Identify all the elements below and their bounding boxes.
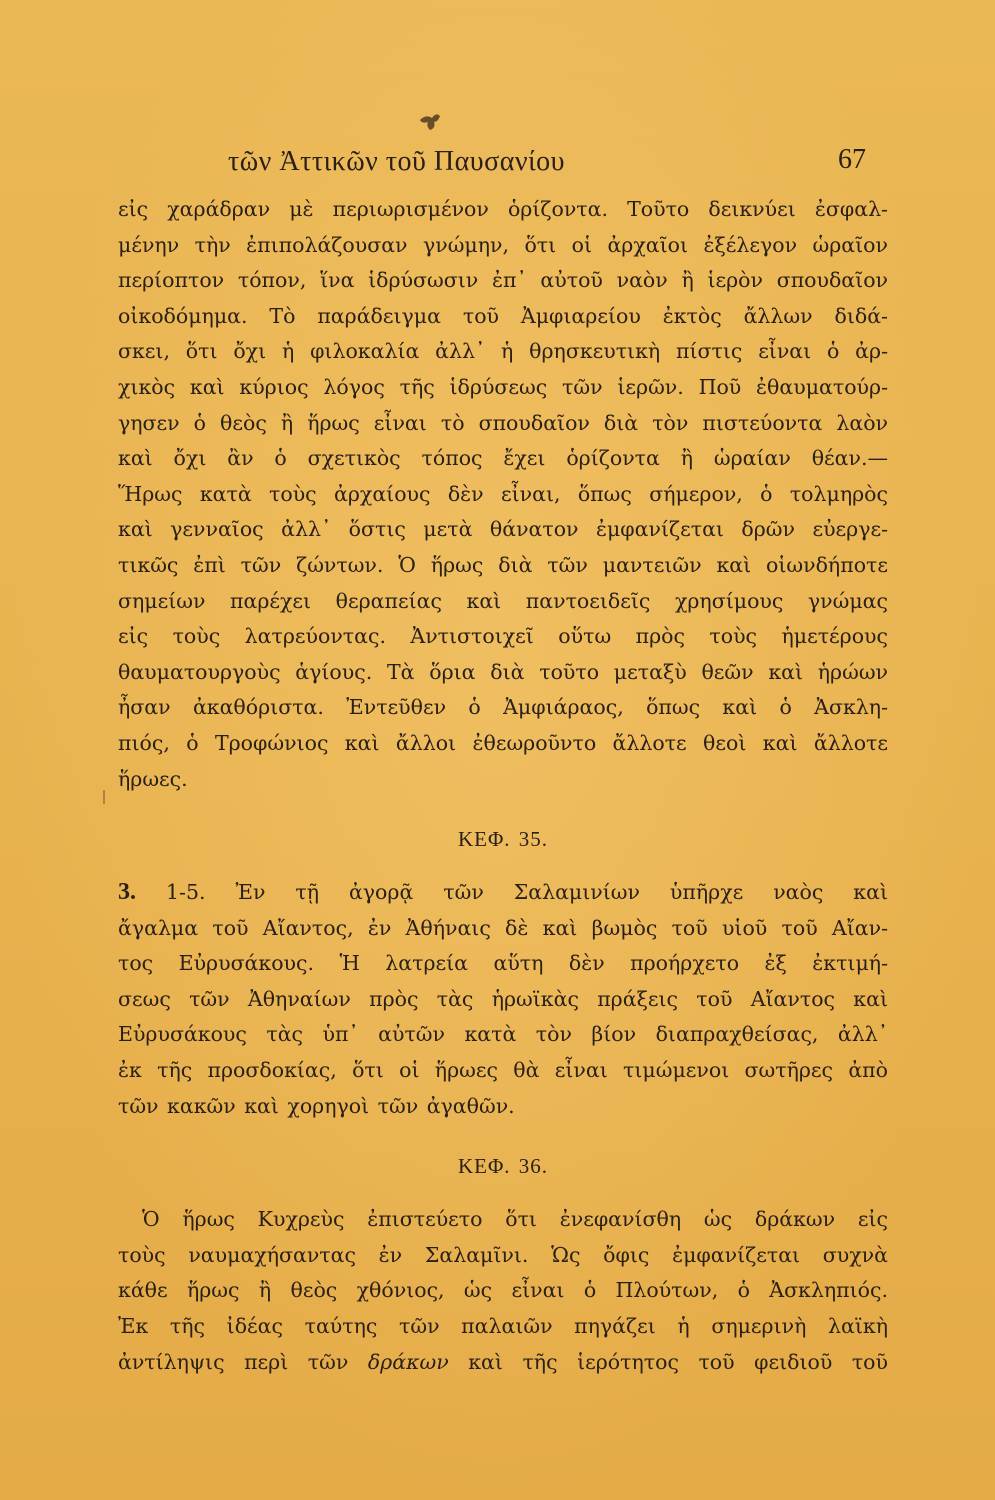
text-line: εἰς χαράδραν μὲ περιωρισμένον ὁρίζοντα. Τοῦτο δεικνύει ἐσφαλ- [118,197,888,221]
text-line: κάθε ἥρως ἢ θεὸς χθόνιος, ὡς εἶναι ὁ Πλούτων, ὁ Ἀσκληπιός. [118,1278,888,1303]
text-line: σκει, ὅτι ὄχι ἡ φιλοκαλία ἀλλ᾽ ἡ θρησκευτικὴ πίστις εἶναι ὁ ἀρ- [118,339,888,364]
text-line: πιός, ὁ Τροφώνιος καὶ ἄλλοι ἐθεωροῦντο ἄλλοτε θεοὶ καὶ ἄλλοτε [118,730,888,755]
text-line: Ἥρως κατὰ τοὺς ἀρχαίους δὲν εἶναι, ὅπως σήμερον, ὁ τολμηρὸς [118,481,888,506]
paragraph-2 [118,875,888,1124]
text-line: σεως τῶν Ἀθηναίων πρὸς τὰς ἡρωϊκὰς πράξεις τοῦ Αἴαντος καὶ [118,986,888,1011]
section-number: 3. [118,879,136,906]
text-line: καὶ γενναῖος ἀλλ᾽ ὅστις μετὰ θάνατον ἐμφανίζεται δρῶν εὐεργε- [118,517,888,542]
text-line: τικῶς ἐπὶ τῶν ζώντων. Ὁ ἥρως διὰ τῶν μαντειῶν καὶ οἱωνδήποτε [118,552,888,577]
text-line: ἐκ τῆς προσδοκίας, ὅτι οἱ ἥρωες θὰ εἶναι τιμώμενοι σωτῆρες ἀπὸ [118,1058,888,1083]
text-segment: ἀντίληψις περὶ τῶν [118,1349,368,1374]
text-line: Ἐκ τῆς ἰδέας ταύτης τῶν παλαιῶν πηγάζει ἡ σημερινὴ λαϊκὴ [118,1314,888,1339]
text-line: Ὁ ἥρως Κυχρεὺς ἐπιστεύετο ὅτι ἐνεφανίσθη ὡς δράκων εἰς [142,1207,888,1232]
text-line: τῶν κακῶν καὶ χορηγοὶ τῶν ἀγαθῶν. [118,1093,515,1118]
text-line: θαυματουργοὺς ἁγίους. Τὰ ὅρια διὰ τοῦτο μεταξὺ θεῶν καὶ ἡρώων [118,659,888,684]
text-line: καὶ ὄχι ἂν ὁ σχετικὸς τόπος ἔχει ὁρίζοντα ἢ ὡραίαν θέαν.— [118,446,888,471]
text-line: τοὺς ναυμαχήσαντας ἐν Σαλαμῖνι. Ὡς ὄφις ἐμφανίζεται συχνὰ [118,1242,888,1267]
text-line: οἰκοδόμημα. Τὸ παράδειγμα τοῦ Ἀμφιαρείου ἐκτὸς ἄλλων διδά- [118,303,888,328]
text-line: σημείων παρέχει θεραπείας καὶ παντοειδεῖς χρησίμους γνώμας [118,588,888,613]
paragraph-1 [118,192,888,797]
text-line: χικὸς καὶ κύριος λόγος τῆς ἱδρύσεως τῶν ἱερῶν. Ποῦ ἐθαυματούρ- [118,374,888,399]
paragraph-3 [118,1202,888,1380]
text-line-mixed [118,1345,888,1381]
text-line-lead [118,875,888,911]
text-line: Εὐρυσάκους τὰς ὑπ᾽ αὐτῶν κατὰ τὸν βίον διαπραχθείσας, ἀλλ᾽ [118,1022,888,1047]
text-line: 1-5. Ἐν τῇ ἀγορᾷ τῶν Σαλαμινίων ὑπῆρχε ναὸς καὶ [165,880,888,905]
page-header [0,140,995,180]
chapter-heading-35: ΚΕΦ. 35. [457,827,549,852]
margin-mark [103,790,105,804]
text-line: ἦσαν ἀκαθόριστα. Ἐντεῦθεν ὁ Ἀμφιάραος, ὅπως καὶ ὁ Ἀσκλη- [118,695,888,720]
italic-word: δράκων [367,1349,449,1374]
text-line: ἄγαλμα τοῦ Αἴαντος, ἐν Ἀθήναις δὲ καὶ βωμὸς τοῦ υἱοῦ τοῦ Αἴαν- [118,915,888,940]
chapter-heading-36: ΚΕΦ. 36. [457,1154,549,1179]
text-line: τος Εὐρυσάκους. Ἡ λατρεία αὕτη δὲν προήρχετο ἐξ ἐκτιμή- [118,951,888,976]
text-line: ἥρωες. [118,766,188,791]
ink-blot-icon [416,108,444,136]
text-line: μένην τὴν ἐπιπολάζουσαν γνώμην, ὅτι οἱ ἀρχαῖοι ἐξέλεγον ὡραῖον [118,232,888,257]
text-segment: καὶ τῆς ἱερότητος τοῦ φειδιοῦ τοῦ [448,1349,888,1374]
text-line: εἰς τοὺς λατρεύοντας. Ἀντιστοιχεῖ οὕτω πρὸς τοὺς ἡμετέρους [118,624,888,649]
body-text [118,192,888,1380]
page-number: 67 [838,144,866,175]
running-title: τῶν Ἀττικῶν τοῦ Παυσανίου [228,146,565,177]
text-line: γησεν ὁ θεὸς ἢ ἥρως εἶναι τὸ σπουδαῖον διὰ τὸν πιστεύοντα λαὸν [118,410,888,435]
text-line: περίοπτον τόπον, ἵνα ἱδρύσωσιν ἐπ᾽ αὐτοῦ ναὸν ἢ ἱερὸν σπουδαῖον [118,268,888,293]
